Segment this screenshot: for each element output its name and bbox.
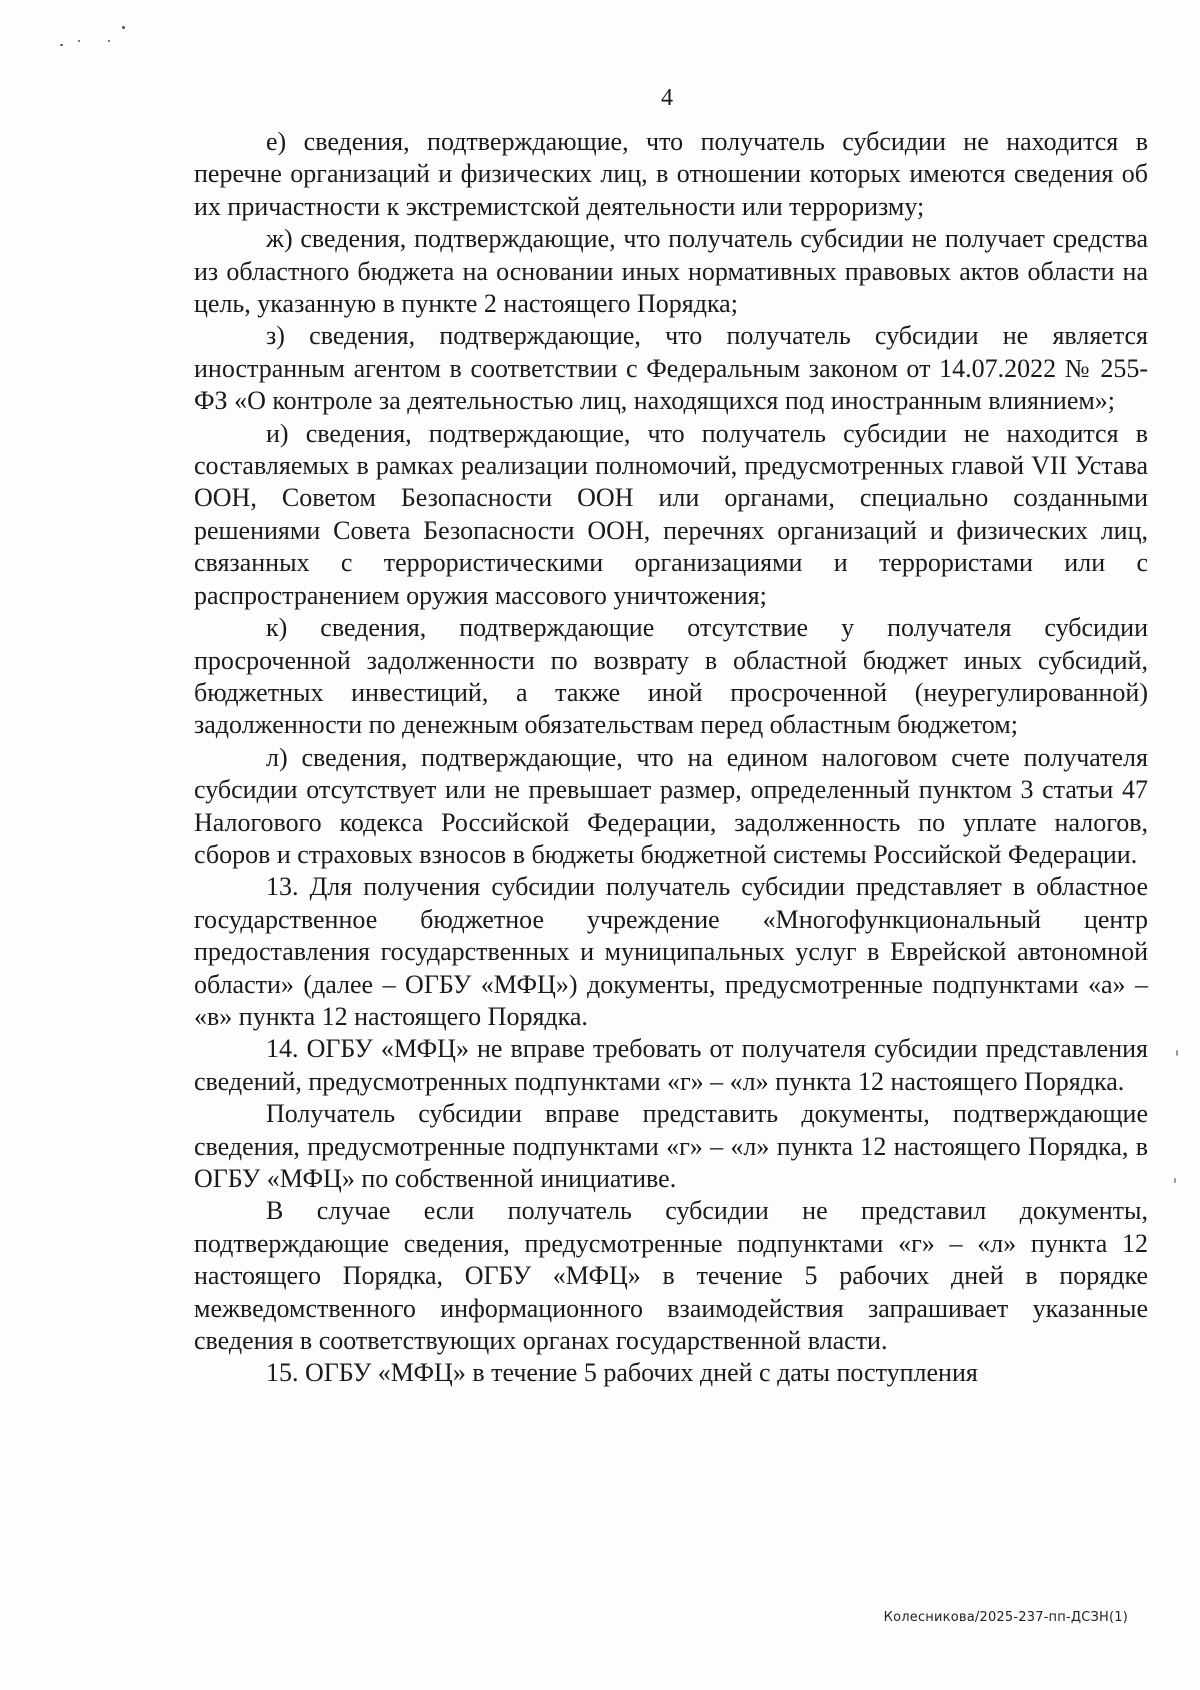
paragraph-subitem-l: л) сведения, подтверждающие, что на едином налоговом счете получателя субсидии отсутствует или не превышает размер, определенный пунктом 3 статьи 47 Налогового кодекса Российской Федерации, задолженность по уплате налогов, сборов и страховых взносов в бюджеты бюджетной системы Российской Федерации.: [194, 742, 1148, 869]
document-footer-code: Колесникова/2025-237-пп-ДСЗН(1): [883, 1610, 1128, 1625]
paragraph-subitem-z: з) сведения, подтверждающие, что получатель субсидии не является иностранным агентом в соответствии с Федеральным законом от 14.07.2022 № 255-ФЗ «О контроле за деятельностью лиц, находящихся под иностранным влиянием»;: [194, 321, 1148, 416]
scan-speck: [1176, 1050, 1178, 1056]
paragraph-subitem-i: и) сведения, подтверждающие, что получатель субсидии не находится в составляемых в рамках реализации полномочий, предусмотренных главой VII Устава ООН, Советом Безопасности ООН или органами, специально созданными решениями Совета Безопасности ООН, перечнях организаций и физических лиц, связанных с террористическими организациями и террористами или с распространением оружия массового уничтожения;: [194, 418, 1148, 610]
paragraph-item-15: 15. ОГБУ «МФЦ» в течение 5 рабочих дней с даты поступления: [266, 1358, 978, 1388]
scan-speck: [1174, 1178, 1176, 1183]
paragraph-item-14-request: В случае если получатель субсидии не представил документы, подтверждающие сведения, предусмотренные подпунктами «г» – «л» пункта 12 настоящего Порядка, ОГБУ «МФЦ» в течение 5 рабочих дней в порядке межведомственного информационного взаимодействия запрашивает указанные сведения в соответствующих органах государственной власти.: [194, 1196, 1148, 1356]
scan-speck: [122, 26, 125, 29]
document-body: [194, 126, 1148, 1390]
paragraph-item-14-voluntary: Получатель субсидии вправе представить документы, подтверждающие сведения, предусмотренные подпунктами «г» – «л» пункта 12 настоящего Порядка, в ОГБУ «МФЦ» по собственной инициативе.: [194, 1099, 1148, 1193]
page-number: 4: [661, 85, 673, 111]
paragraph-subitem-zh: ж) сведения, подтверждающие, что получатель субсидии не получает средства из областного бюджета на основании иных нормативных правовых актов области на цель, указанную в пункте 2 настоящего Порядка;: [194, 224, 1148, 319]
scan-speck: [60, 44, 63, 46]
paragraph-item-13: 13. Для получения субсидии получатель субсидии представляет в областное государственное бюджетное учреждение «Многофункциональный центр предоставления государственных и муниципальных услуг в Еврейской автономной области» (далее – ОГБУ «МФЦ») документы, предусмотренные подпунктами «а» – «в» пункта 12 настоящего Порядка.: [194, 872, 1148, 1031]
paragraph-subitem-k: к) сведения, подтверждающие отсутствие у получателя субсидии просроченной задолженности по возврату в областной бюджет иных субсидий, бюджетных инвестиций, а также иной просроченной (неурегулированной) задолженности по денежным обязательствам перед областным бюджетом;: [194, 613, 1148, 740]
scan-speck: [78, 40, 80, 42]
paragraph-subitem-e: е) сведения, подтверждающие, что получатель субсидии не находится в перечне организаций и физических лиц, в отношении которых имеются сведения об их причастности к экстремистской деятельности или терроризму;: [194, 127, 1148, 221]
scan-speck: [108, 40, 110, 42]
paragraph-item-14: 14. ОГБУ «МФЦ» не вправе требовать от получателя субсидии представления сведений, предусмотренных подпунктами «г» – «л» пункта 12 настоящего Порядка.: [194, 1034, 1148, 1096]
